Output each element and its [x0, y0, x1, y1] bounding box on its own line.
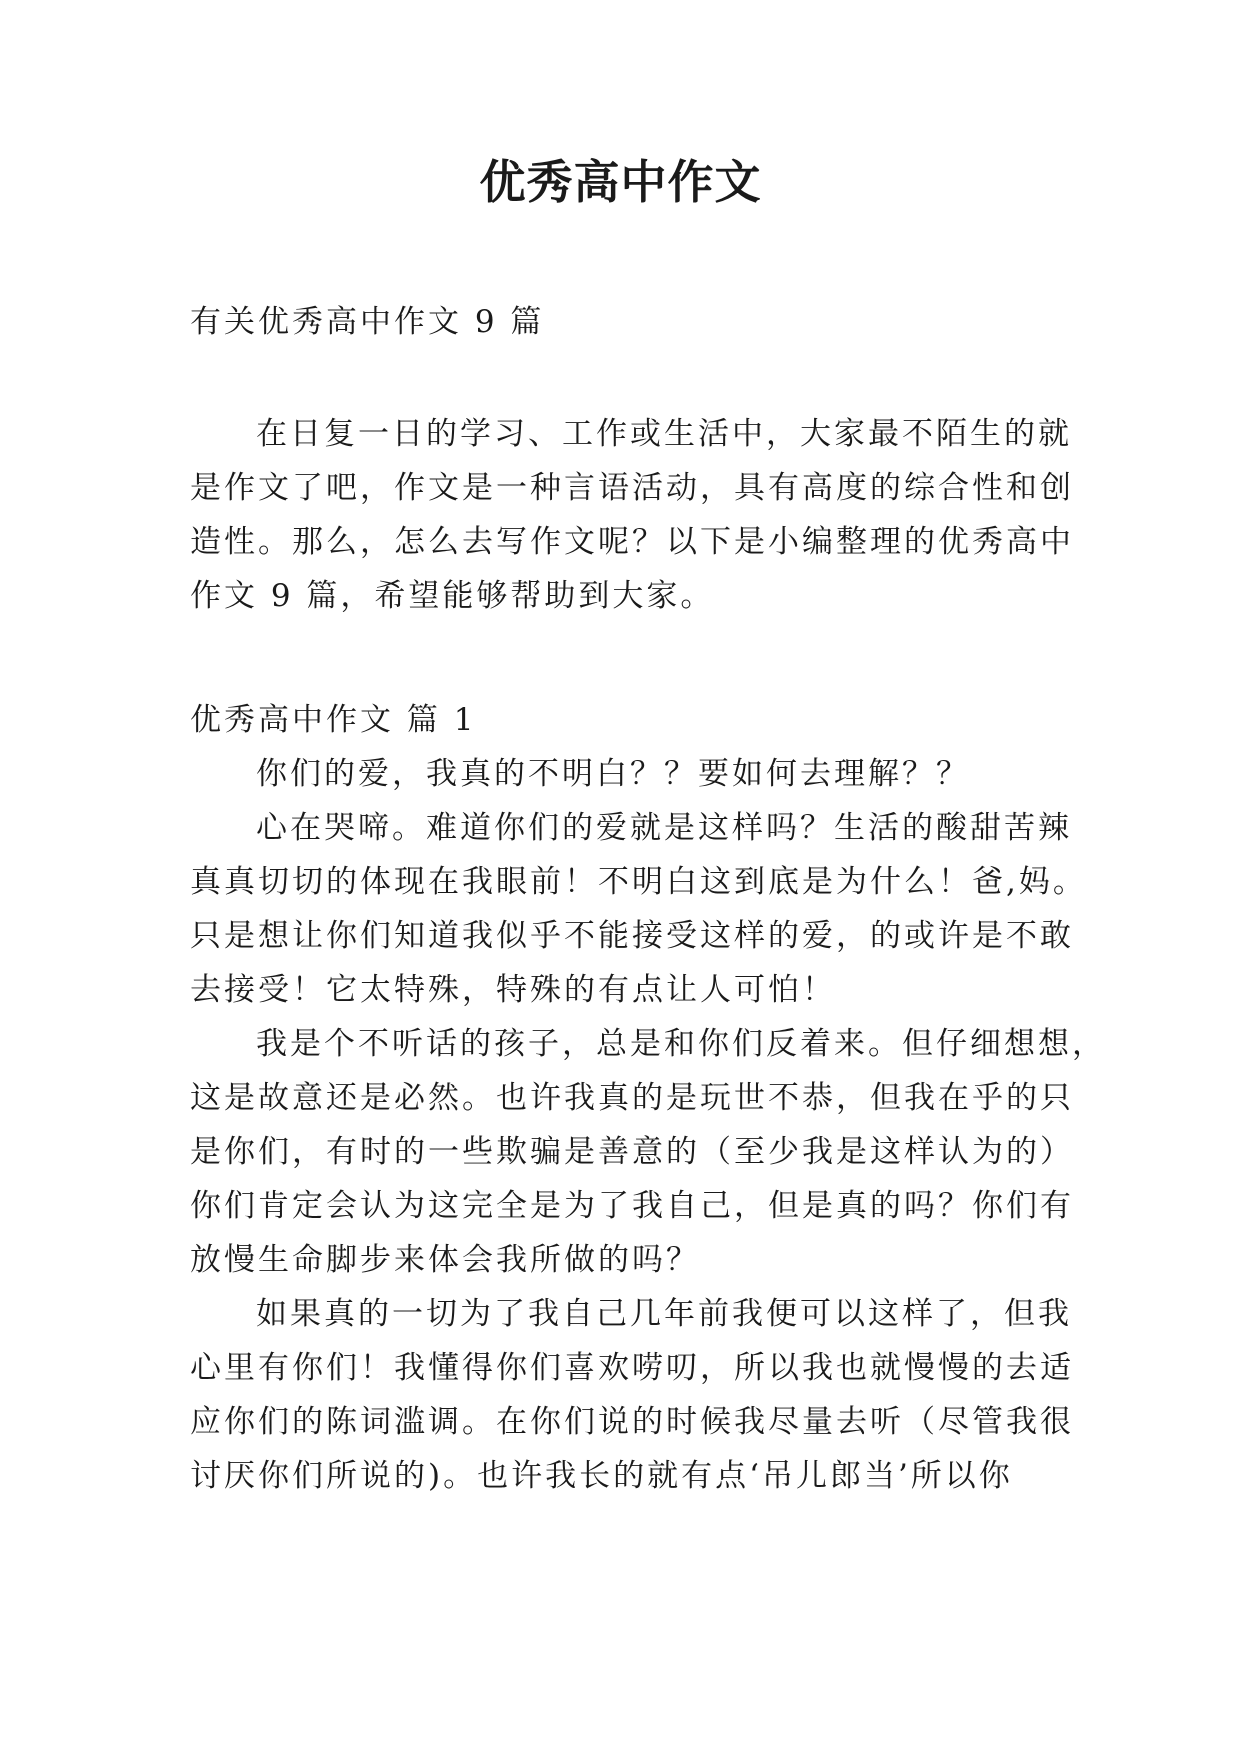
body-line: 是你们，有时的一些欺骗是善意的（至少我是这样认为的） [190, 1134, 1074, 1170]
body-line: 你们肯定会认为这完全是为了我自己，但是真的吗？你们有 [190, 1188, 1074, 1224]
body-line: 心里有你们！我懂得你们喜欢唠叨，所以我也就慢慢的去适 [190, 1350, 1074, 1386]
body-line: 你们的爱，我真的不明白？？要如何去理解？？ [256, 756, 970, 792]
body-line: 讨厌你们所说的)。也许我长的就有点‘吊儿郎当’所以你 [190, 1458, 1013, 1494]
body-line: 只是想让你们知道我似乎不能接受这样的爱，的或许是不敢 [190, 918, 1074, 954]
intro-line: 在日复一日的学习、工作或生活中，大家最不陌生的就 [256, 416, 1072, 452]
body-line: 真真切切的体现在我眼前！不明白这到底是为什么！爸,妈。 [190, 864, 1087, 900]
intro-line: 造性。那么，怎么去写作文呢？以下是小编整理的优秀高中 [190, 524, 1074, 560]
document-title: 优秀高中作文 [479, 155, 762, 209]
intro-line: 作文 9 篇，希望能够帮助到大家。 [190, 578, 715, 614]
subtitle: 有关优秀高中作文 9 篇 [190, 304, 545, 340]
body-line: 这是故意还是必然。也许我真的是玩世不恭，但我在乎的只 [190, 1080, 1074, 1116]
body-line: 如果真的一切为了我自己几年前我便可以这样了，但我 [256, 1296, 1072, 1332]
body-line: 去接受！它太特殊，特殊的有点让人可怕！ [190, 972, 836, 1008]
body-line: 我是个不听话的孩子，总是和你们反着来。但仔细想想， [256, 1026, 1106, 1062]
body-line: 应你们的陈词滥调。在你们说的时候我尽量去听（尽管我很 [190, 1404, 1074, 1440]
body-line: 放慢生命脚步来体会我所做的吗？ [190, 1242, 700, 1278]
section-heading: 优秀高中作文 篇 1 [190, 702, 477, 738]
intro-line: 是作文了吧，作文是一种言语活动，具有高度的综合性和创 [190, 470, 1074, 506]
body-line: 心在哭啼。难道你们的爱就是这样吗？生活的酸甜苦辣 [256, 810, 1072, 846]
